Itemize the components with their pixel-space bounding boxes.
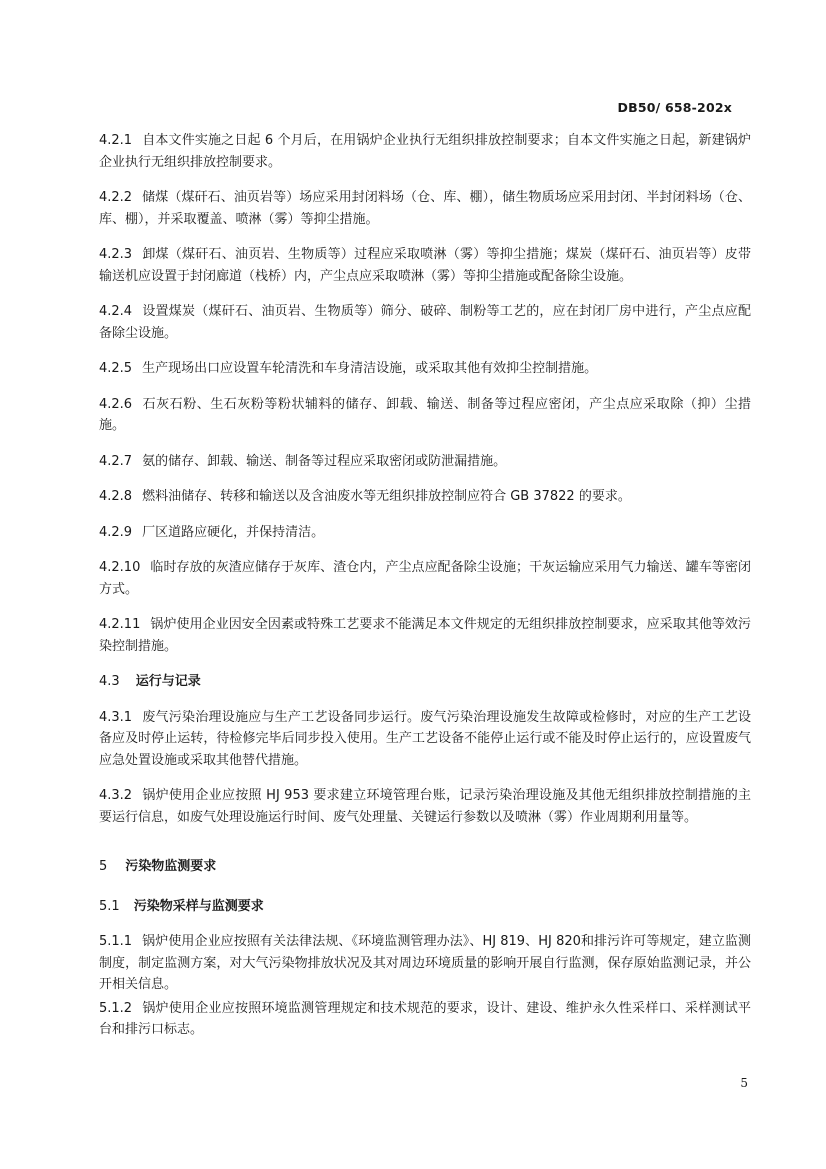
heading-4-3 xyxy=(99,671,751,693)
clause-text: 厂区道路应硬化，并保持清洁。 xyxy=(142,524,325,540)
clause-number: 4.2.9 xyxy=(99,524,133,540)
clause-4-2-2 xyxy=(99,187,751,230)
section-5 xyxy=(99,856,751,878)
section-number: 5 xyxy=(99,859,108,874)
clause-4-2-11 xyxy=(99,614,751,657)
clause-text: 锅炉使用企业应按照环境监测管理规定和技术规范的要求，设计、建设、维护永久性采样口、采样测试平台和排污口标志。 xyxy=(99,1000,751,1037)
clause-4-2-6 xyxy=(99,394,751,437)
clause-text: 生产现场出口应设置车轮清洗和车身清洁设施，或采取其他有效抑尘控制措施。 xyxy=(142,361,598,376)
document-code: DB50/ 658-202x xyxy=(617,100,732,115)
clause-text: 临时存放的灰渣应储存于灰库、渣仓内，产尘点应配备除尘设施；干灰运输应采用气力输送、罐车等密闭方式。 xyxy=(99,560,751,597)
clause-number: 4.2.5 xyxy=(99,361,133,376)
clause-4-2-3 xyxy=(99,244,751,287)
heading-title: 运行与记录 xyxy=(135,674,201,689)
clause-text: 石灰石粉、生石灰粉等粉状辅料的储存、卸载、输送、制备等过程应密闭，产尘点应采取除（抑）尘措施。 xyxy=(99,396,751,433)
heading-number: 4.3 xyxy=(99,674,120,689)
clause-number: 5.1.1 xyxy=(99,934,133,949)
clause-4-2-5 xyxy=(99,358,751,380)
clause-number: 4.2.11 xyxy=(99,617,141,632)
clause-text: 锅炉使用企业应按照有关法律法规、《环境监测管理办法》、HJ 819、HJ 820和排污许可等规定，建立监测制度，制定监测方案，对大气污染物排放状况及其对周边环境质量的影响开展自行监测，保存原始监测记录，并公开相关信息。 xyxy=(99,934,751,992)
page-number: 5 xyxy=(740,1076,748,1090)
clause-text: 锅炉使用企业因安全因素或特殊工艺要求不能满足本文件规定的无组织排放控制要求，应采取其他等效污染控制措施。 xyxy=(99,617,751,654)
clause-number: 5.1.2 xyxy=(99,1000,133,1016)
clause-number: 4.2.7 xyxy=(99,453,133,469)
document-body xyxy=(99,130,751,1055)
clause-number: 4.2.6 xyxy=(99,396,133,412)
clause-4-2-9 xyxy=(99,522,751,544)
clause-number: 4.2.10 xyxy=(99,560,141,575)
clause-text: 储煤（煤矸石、油页岩等）场应采用封闭料场（仓、库、棚），储生物质场应采用封闭、半封闭料场（仓、库、棚），并采取覆盖、喷淋（雾）等抑尘措施。 xyxy=(99,190,751,227)
clause-text: 废气污染治理设施应与生产工艺设备同步运行。废气污染治理设施发生故障或检修时，对应的生产工艺设备应及时停止运转，待检修完毕后同步投入使用。生产工艺设备不能停止运行或不能及时停止运行的，应设置废气应急处置设施或采取其他替代措施。 xyxy=(99,709,751,768)
clause-text: 卸煤（煤矸石、油页岩、生物质等）过程应采取喷淋（雾）等抑尘措施；煤炭（煤矸石、油页岩等）皮带输送机应设置于封闭廊道（栈桥）内，产尘点应采取喷淋（雾）等抑尘措施或配备除尘设施。 xyxy=(99,247,751,284)
clause-number: 4.3.1 xyxy=(99,709,133,725)
clause-text: 燃料油储存、转移和输送以及含油废水等无组织排放控制应符合 GB 37822 的要求。 xyxy=(142,489,631,504)
clause-5-1-2 xyxy=(99,998,751,1041)
clause-5-1-1 xyxy=(99,931,751,996)
heading-title: 污染物采样与监测要求 xyxy=(133,898,264,914)
clause-number: 4.3.2 xyxy=(99,788,133,803)
clause-text: 自本文件实施之日起 6 个月后，在用锅炉企业执行无组织排放控制要求；自本文件实施之日起，新建锅炉企业执行无组织排放控制要求。 xyxy=(99,133,751,170)
clause-number: 4.2.1 xyxy=(99,133,133,148)
clause-number: 4.2.2 xyxy=(99,190,133,205)
clause-4-2-1 xyxy=(99,130,751,173)
clause-text: 锅炉使用企业应按照 HJ 953 要求建立环境管理台账，记录污染治理设施及其他无组织排放控制措施的主要运行信息，如废气处理设施运行时间、废气处理量、关键运行参数以及喷淋（雾）作业周期利用量等。 xyxy=(99,788,751,825)
clause-4-2-8 xyxy=(99,486,751,508)
clause-text: 氨的储存、卸载、输送、制备等过程应采取密闭或防泄漏措施。 xyxy=(142,453,507,469)
clause-number: 4.2.3 xyxy=(99,247,133,262)
clause-text: 设置煤炭（煤矸石、油页岩、生物质等）筛分、破碎、制粉等工艺的，应在封闭厂房中进行，产尘点应配备除尘设施。 xyxy=(99,304,751,341)
clause-4-3-2 xyxy=(99,785,751,828)
clause-4-2-10 xyxy=(99,557,751,600)
section-title: 污染物监测要求 xyxy=(125,859,217,874)
clause-4-2-7 xyxy=(99,451,751,473)
clause-number: 4.2.4 xyxy=(99,304,133,319)
clause-number: 4.2.8 xyxy=(99,489,133,504)
clause-4-2-4 xyxy=(99,301,751,344)
heading-5-1 xyxy=(99,896,751,918)
clause-4-3-1 xyxy=(99,707,751,772)
heading-number: 5.1 xyxy=(99,898,120,914)
